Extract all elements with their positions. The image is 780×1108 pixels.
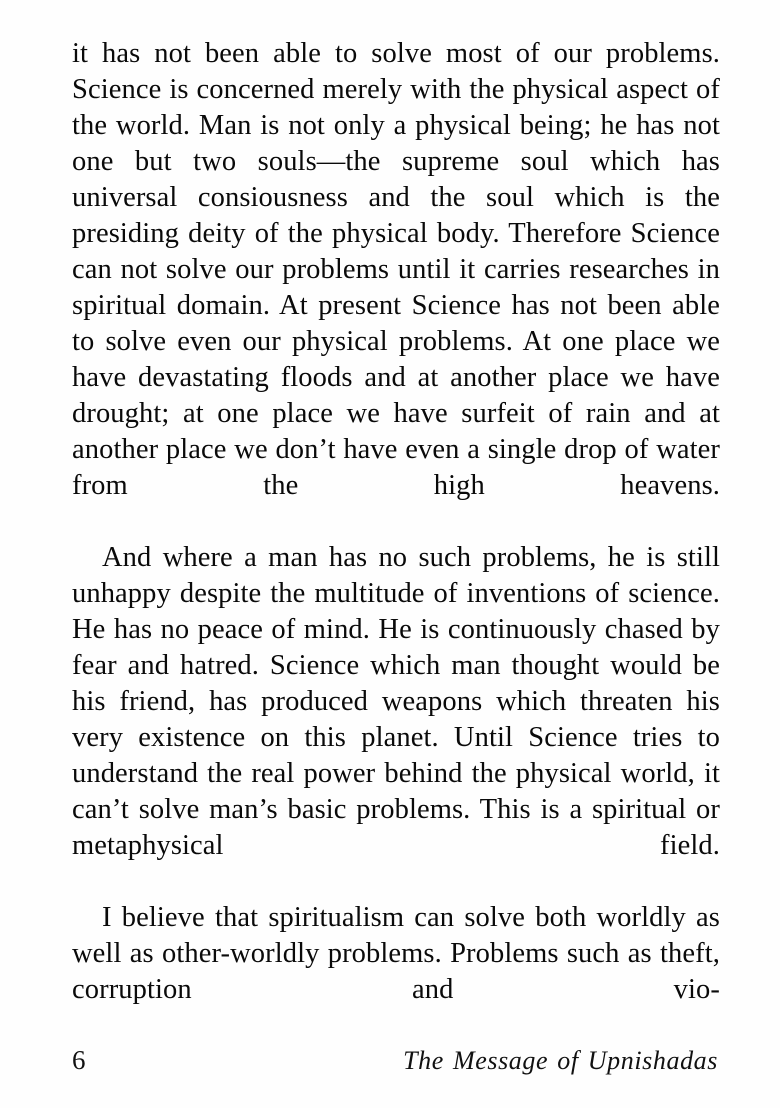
running-head: The Message of Upnishadas: [403, 1046, 718, 1075]
body-paragraph-3: I believe that spiritualism can solve both worldly as well as other-worldly problems. Problems such as theft, corruption and vio-: [72, 902, 720, 1005]
page-text-block: [72, 36, 720, 1044]
body-paragraph-2: And where a man has no such problems, he is still unhappy despite the multitude of inventions of science. He has no peace of mind. He is continuously chased by fear and hatred. Science which man thought would be his friend, has produced weapons which threaten his very existence on this planet. Until Science tries to understand the real power behind the physical world, it can’t solve man’s basic problems. This is a spiritual or metaphysical field.: [72, 542, 720, 861]
page-footer: [72, 1044, 720, 1084]
body-paragraph-1: it has not been able to solve most of our problems. Science is concerned merely with the physical aspect of the world. Man is not only a physical being; he has not one but two souls—the supreme soul which has universal consiousness and the soul which is the presiding deity of the physical body. Therefore Science can not solve our problems until it carries researches in spiritual domain. At present Science has not been able to solve even our physical problems. At one place we have devastating floods and at another place we have drought; at one place we have surfeit of rain and at another place we don’t have even a single drop of water from the high heavens.: [72, 38, 720, 501]
page-number: 6: [72, 1045, 86, 1075]
